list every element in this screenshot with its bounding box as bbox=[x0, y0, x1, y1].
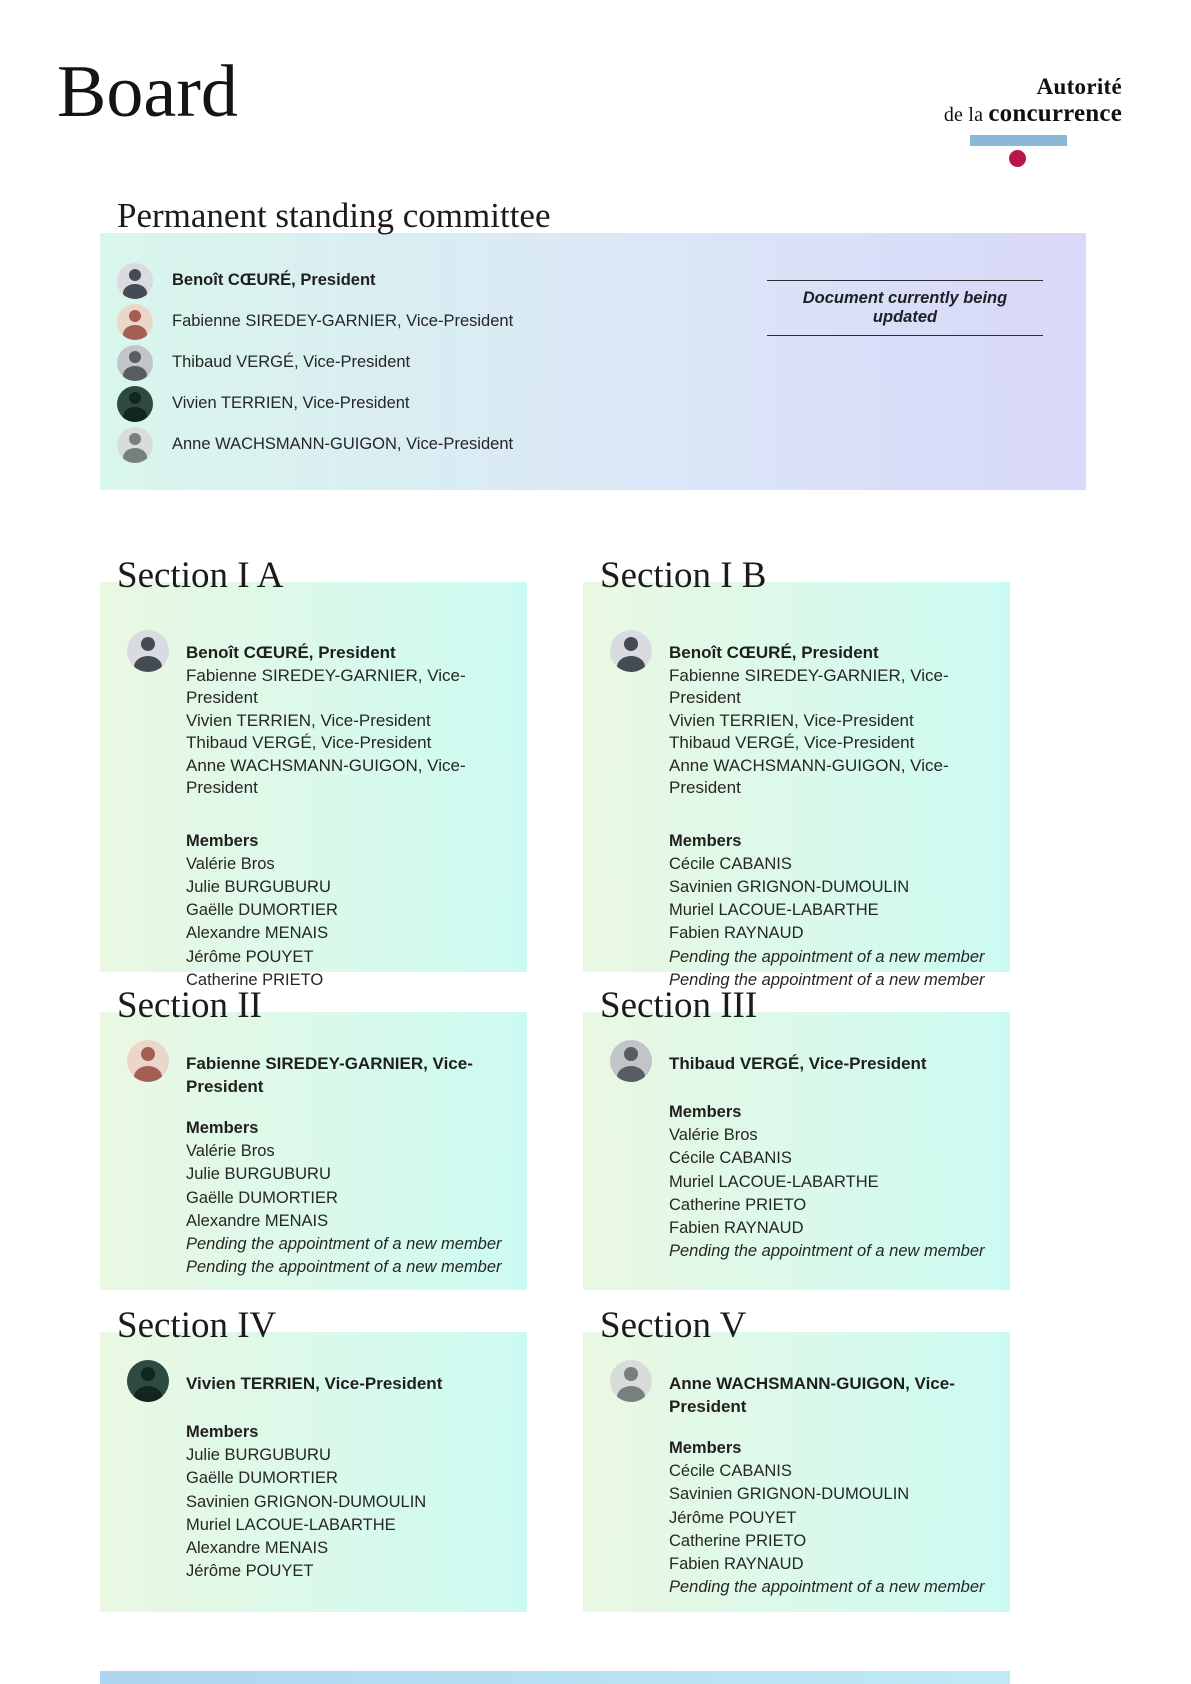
leader-name: Fabienne SIREDEY-GARNIER, Vice-President bbox=[186, 665, 466, 707]
avatar-shoulders-shape bbox=[134, 656, 162, 672]
section-members-list bbox=[583, 830, 1010, 992]
member-name: Julie BURGUBURU bbox=[186, 877, 331, 896]
section-card-ia bbox=[100, 555, 527, 989]
section-leader-row bbox=[100, 630, 527, 800]
avatar-shoulders-shape bbox=[617, 1066, 645, 1082]
member-name: Julie BURGUBURU bbox=[186, 1446, 331, 1465]
section-heading: Section I B bbox=[600, 555, 767, 596]
pending-note: Pending the appointment of a new member bbox=[669, 947, 985, 966]
members-label: Members bbox=[669, 831, 742, 850]
member-name: Valérie Bros bbox=[186, 854, 275, 873]
avatar-shoulders-shape bbox=[134, 1066, 162, 1082]
leader-name: Benoît CŒURÉ, President bbox=[186, 643, 396, 662]
avatar-shoulders-shape bbox=[123, 325, 147, 339]
section-card-ii bbox=[100, 985, 527, 1290]
section-members-list bbox=[583, 1437, 1010, 1599]
avatar-head-shape bbox=[129, 351, 141, 363]
avatar-shoulders-shape bbox=[617, 1386, 645, 1402]
committee-member-name: Thibaud VERGÉ, Vice-President bbox=[172, 353, 411, 371]
member-name: Gaëlle DUMORTIER bbox=[186, 901, 338, 920]
member-name: Fabien RAYNAUD bbox=[669, 924, 804, 943]
member-name: Valérie Bros bbox=[186, 1142, 275, 1161]
section-leader-row bbox=[583, 630, 1010, 800]
section-leader-row bbox=[583, 1360, 1010, 1418]
member-name: Valérie Bros bbox=[669, 1126, 758, 1145]
leader-name: Vivien TERRIEN, Vice-President bbox=[669, 710, 914, 730]
avatar-fabienne-photo bbox=[117, 304, 153, 340]
member-name: Catherine PRIETO bbox=[669, 1531, 807, 1550]
avatar-benoit-photo bbox=[610, 630, 652, 672]
member-name: Cécile CABANIS bbox=[669, 854, 792, 873]
section-heading: Section I A bbox=[117, 555, 284, 596]
member-name: Alexandre MENAIS bbox=[186, 924, 329, 943]
members-label: Members bbox=[186, 1119, 259, 1137]
committee-member-name: Vivien TERRIEN, Vice-President bbox=[172, 394, 410, 412]
section-box bbox=[100, 1012, 527, 1290]
section-leader-row bbox=[100, 1360, 527, 1402]
leader-name: Anne WACHSMANN-GUIGON, Vice-President bbox=[669, 755, 949, 797]
section-members-list bbox=[100, 1117, 527, 1279]
member-name: Savinien GRIGNON-DUMOULIN bbox=[186, 1492, 427, 1511]
autorite-concurrence-logo bbox=[944, 74, 1122, 167]
logo-word-concurrence-line bbox=[944, 100, 1122, 128]
member-name: Jérôme POUYET bbox=[186, 947, 314, 966]
next-section-box-edge bbox=[100, 1671, 1010, 1684]
avatar-head-shape bbox=[624, 1367, 638, 1381]
member-name: Catherine PRIETO bbox=[669, 1195, 807, 1214]
section-box bbox=[583, 582, 1010, 989]
pending-note: Pending the appointment of a new member bbox=[669, 1242, 985, 1261]
section-heading: Section V bbox=[600, 1305, 747, 1346]
leader-name: Thibaud VERGÉ, Vice-President bbox=[669, 1054, 927, 1073]
avatar-vivien-photo bbox=[127, 1360, 169, 1402]
member-name: Cécile CABANIS bbox=[669, 1462, 792, 1481]
member-name: Muriel LACOUE-LABARTHE bbox=[669, 901, 879, 920]
member-name: Gaëlle DUMORTIER bbox=[186, 1469, 338, 1488]
avatar-head-shape bbox=[129, 269, 141, 281]
member-name: Savinien GRIGNON-DUMOULIN bbox=[669, 1485, 910, 1504]
logo-word-concurrence: concurrence bbox=[988, 99, 1122, 127]
leader-name: Thibaud VERGÉ, Vice-President bbox=[186, 733, 432, 752]
avatar-anne-photo bbox=[610, 1360, 652, 1402]
update-notice: Document currently being updated bbox=[767, 280, 1043, 336]
section-heading: Section II bbox=[117, 985, 262, 1026]
members-label: Members bbox=[669, 1103, 742, 1121]
avatar-benoit-photo bbox=[127, 630, 169, 672]
section-card-iii bbox=[583, 985, 1010, 1290]
committee-member-row bbox=[100, 424, 1086, 465]
leader-name: Fabienne SIREDEY-GARNIER, Vice-President bbox=[186, 1054, 473, 1096]
avatar-thibaud-photo bbox=[117, 345, 153, 381]
avatar-head-shape bbox=[624, 1047, 638, 1061]
section-card-iv bbox=[100, 1305, 527, 1612]
avatar-head-shape bbox=[129, 310, 141, 322]
leader-name: Vivien TERRIEN, Vice-President bbox=[186, 710, 431, 730]
logo-word-autorite: Autorité bbox=[1036, 74, 1122, 99]
section-box bbox=[100, 1332, 527, 1612]
avatar-shoulders-shape bbox=[123, 407, 147, 421]
section-heading: Section III bbox=[600, 985, 758, 1026]
avatar-head-shape bbox=[141, 1047, 155, 1061]
member-name: Alexandre MENAIS bbox=[186, 1211, 329, 1230]
avatar-shoulders-shape bbox=[134, 1386, 162, 1402]
leader-name: Benoît CŒURÉ, President bbox=[669, 643, 879, 662]
avatar-head-shape bbox=[624, 637, 638, 651]
committee-member-row bbox=[100, 342, 1086, 383]
avatar-thibaud-photo bbox=[610, 1040, 652, 1082]
section-leader-lines bbox=[669, 1040, 927, 1076]
avatar-anne-photo bbox=[117, 427, 153, 463]
member-name: Jérôme POUYET bbox=[186, 1562, 314, 1581]
pending-note: Pending the appointment of a new member bbox=[186, 1258, 502, 1277]
member-name: Savinien GRIGNON-DUMOULIN bbox=[669, 877, 910, 896]
avatar-shoulders-shape bbox=[123, 366, 147, 380]
member-name: Muriel LACOUE-LABARTHE bbox=[186, 1515, 396, 1534]
pending-note: Pending the appointment of a new member bbox=[669, 1578, 985, 1597]
page-title: Board bbox=[57, 51, 238, 133]
member-name: Julie BURGUBURU bbox=[186, 1165, 331, 1184]
pending-note: Pending the appointment of a new member bbox=[669, 970, 985, 989]
section-members-list bbox=[100, 1421, 527, 1583]
avatar-head-shape bbox=[141, 1367, 155, 1381]
pending-note: Pending the appointment of a new member bbox=[186, 1235, 502, 1254]
section-members-list bbox=[100, 830, 527, 992]
leader-name: Anne WACHSMANN-GUIGON, Vice-President bbox=[669, 1374, 955, 1416]
committee-heading: Permanent standing committee bbox=[117, 196, 551, 235]
avatar-shoulders-shape bbox=[617, 656, 645, 672]
committee-member-row bbox=[100, 383, 1086, 424]
avatar-benoit-photo bbox=[117, 263, 153, 299]
section-box bbox=[583, 1332, 1010, 1612]
member-name: Alexandre MENAIS bbox=[186, 1539, 329, 1558]
logo-underline-bar bbox=[970, 135, 1067, 146]
leader-name: Vivien TERRIEN, Vice-President bbox=[186, 1374, 443, 1393]
avatar-fabienne-photo bbox=[127, 1040, 169, 1082]
member-name: Jérôme POUYET bbox=[669, 1508, 797, 1527]
logo-dot bbox=[1009, 150, 1026, 167]
member-name: Catherine PRIETO bbox=[186, 970, 324, 989]
section-leader-lines bbox=[186, 1360, 442, 1396]
section-heading: Section IV bbox=[117, 1305, 277, 1346]
avatar-vivien-photo bbox=[117, 386, 153, 422]
committee-member-list bbox=[100, 233, 1086, 465]
member-name: Gaëlle DUMORTIER bbox=[186, 1188, 338, 1207]
avatar-head-shape bbox=[141, 637, 155, 651]
committee-member-name: Benoît CŒURÉ, President bbox=[172, 271, 376, 289]
avatar-shoulders-shape bbox=[123, 448, 147, 462]
members-label: Members bbox=[669, 1439, 742, 1457]
committee-member-name: Fabienne SIREDEY-GARNIER, Vice-President bbox=[172, 312, 514, 330]
avatar-shoulders-shape bbox=[123, 284, 147, 298]
section-leader-row bbox=[583, 1040, 1010, 1082]
section-leader-lines bbox=[669, 1360, 1010, 1418]
avatar-head-shape bbox=[129, 392, 141, 404]
logo-word-de-la: de la bbox=[943, 103, 989, 126]
section-card-v bbox=[583, 1305, 1010, 1612]
committee-member-name: Anne WACHSMANN-GUIGON, Vice-President bbox=[172, 435, 514, 453]
section-leader-lines bbox=[186, 1040, 527, 1098]
section-card-ib bbox=[583, 555, 1010, 989]
committee-card bbox=[100, 233, 1086, 490]
section-leader-lines bbox=[186, 630, 527, 800]
leader-name: Anne WACHSMANN-GUIGON, Vice-President bbox=[186, 755, 466, 797]
members-label: Members bbox=[186, 1423, 259, 1441]
avatar-head-shape bbox=[129, 433, 141, 445]
member-name: Cécile CABANIS bbox=[669, 1149, 792, 1168]
leader-name: Thibaud VERGÉ, Vice-President bbox=[669, 733, 915, 752]
member-name: Muriel LACOUE-LABARTHE bbox=[669, 1172, 879, 1191]
section-members-list bbox=[583, 1101, 1010, 1263]
section-box bbox=[583, 1012, 1010, 1290]
member-name: Fabien RAYNAUD bbox=[669, 1219, 804, 1238]
members-label: Members bbox=[186, 831, 259, 850]
member-name: Fabien RAYNAUD bbox=[669, 1555, 804, 1574]
leader-name: Fabienne SIREDEY-GARNIER, Vice-President bbox=[669, 665, 949, 707]
section-box bbox=[100, 582, 527, 989]
section-leader-lines bbox=[669, 630, 1010, 800]
section-leader-row bbox=[100, 1040, 527, 1098]
